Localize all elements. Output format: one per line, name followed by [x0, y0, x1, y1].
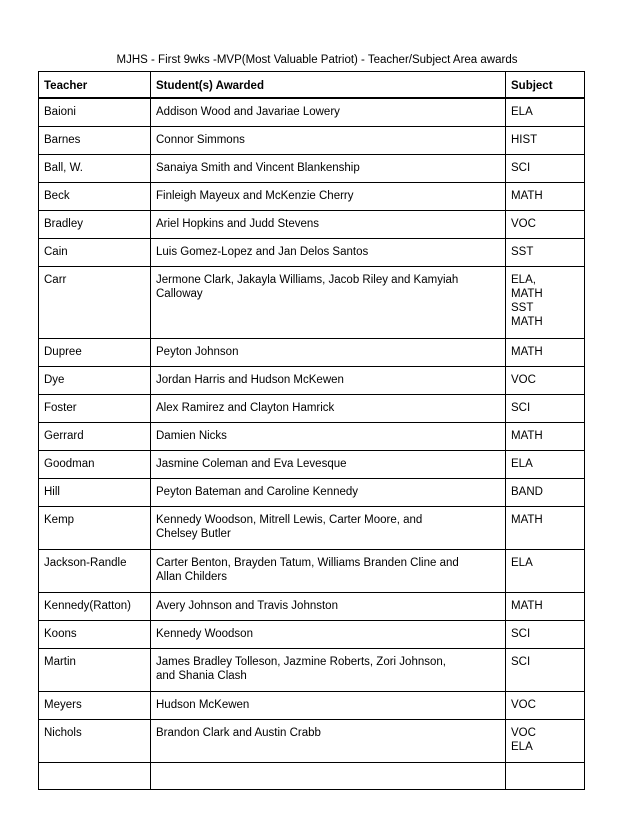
subject-cell: MATH [506, 182, 585, 210]
table-row [39, 366, 585, 394]
header-students: Student(s) Awarded [151, 72, 506, 99]
table-row [39, 210, 585, 238]
students-cell: Damien Nicks [151, 422, 506, 450]
teacher-cell: Nichols [39, 719, 151, 762]
table-row [39, 154, 585, 182]
students-cell: Luis Gomez-Lopez and Jan Delos Santos [151, 238, 506, 266]
teacher-cell: Dupree [39, 338, 151, 366]
teacher-cell: Gerrard [39, 422, 151, 450]
students-cell: Alex Ramirez and Clayton Hamrick [151, 394, 506, 422]
table-row [39, 182, 585, 210]
subject-cell: ELA, MATH SST MATH [506, 266, 585, 338]
table-row [39, 506, 585, 549]
teacher-cell: Carr [39, 266, 151, 338]
table-row [39, 338, 585, 366]
students-cell: Brandon Clark and Austin Crabb [151, 719, 506, 762]
awards-table [38, 71, 585, 790]
table-row [39, 648, 585, 691]
subject-cell: ELA [506, 98, 585, 126]
table-row [39, 620, 585, 648]
teacher-cell: Bradley [39, 210, 151, 238]
teacher-cell: Ball, W. [39, 154, 151, 182]
table-row [39, 478, 585, 506]
subject-cell: HIST [506, 126, 585, 154]
header-subject: Subject [506, 72, 585, 99]
students-cell [151, 762, 506, 789]
subject-cell: SCI [506, 620, 585, 648]
table-row [39, 719, 585, 762]
teacher-cell: Koons [39, 620, 151, 648]
table-row [39, 266, 585, 338]
teacher-cell: Cain [39, 238, 151, 266]
subject-cell: SCI [506, 648, 585, 691]
subject-cell: BAND [506, 478, 585, 506]
teacher-cell [39, 762, 151, 789]
teacher-cell: Beck [39, 182, 151, 210]
subject-cell: VOC [506, 210, 585, 238]
header-teacher: Teacher [39, 72, 151, 99]
students-cell: Carter Benton, Brayden Tatum, Williams Branden Cline and Allan Childers [151, 549, 506, 592]
subject-cell: MATH [506, 506, 585, 549]
table-row [39, 762, 585, 789]
subject-cell: SST [506, 238, 585, 266]
students-cell: James Bradley Tolleson, Jazmine Roberts, Zori Johnson, and Shania Clash [151, 648, 506, 691]
subject-cell: MATH [506, 422, 585, 450]
table-row [39, 126, 585, 154]
teacher-cell: Foster [39, 394, 151, 422]
table-row [39, 549, 585, 592]
students-cell: Connor Simmons [151, 126, 506, 154]
students-cell: Ariel Hopkins and Judd Stevens [151, 210, 506, 238]
teacher-cell: Martin [39, 648, 151, 691]
teacher-cell: Kennedy(Ratton) [39, 592, 151, 620]
students-cell: Addison Wood and Javariae Lowery [151, 98, 506, 126]
teacher-cell: Meyers [39, 691, 151, 719]
subject-cell: ELA [506, 549, 585, 592]
subject-cell: MATH [506, 592, 585, 620]
teacher-cell: Jackson-Randle [39, 549, 151, 592]
table-header-row [39, 72, 585, 99]
table-row [39, 422, 585, 450]
students-cell: Jordan Harris and Hudson McKewen [151, 366, 506, 394]
teacher-cell: Baioni [39, 98, 151, 126]
teacher-cell: Kemp [39, 506, 151, 549]
students-cell: Kennedy Woodson, Mitrell Lewis, Carter Moore, and Chelsey Butler [151, 506, 506, 549]
students-cell: Avery Johnson and Travis Johnston [151, 592, 506, 620]
students-cell: Jasmine Coleman and Eva Levesque [151, 450, 506, 478]
table-row [39, 238, 585, 266]
table-row [39, 98, 585, 126]
subject-cell [506, 762, 585, 789]
students-cell: Kennedy Woodson [151, 620, 506, 648]
students-cell: Jermone Clark, Jakayla Williams, Jacob Riley and Kamyiah Calloway [151, 266, 506, 338]
table-row [39, 394, 585, 422]
table-row [39, 592, 585, 620]
teacher-cell: Barnes [39, 126, 151, 154]
subject-cell: SCI [506, 154, 585, 182]
subject-cell: VOC ELA [506, 719, 585, 762]
subject-cell: MATH [506, 338, 585, 366]
students-cell: Peyton Bateman and Caroline Kennedy [151, 478, 506, 506]
teacher-cell: Hill [39, 478, 151, 506]
teacher-cell: Dye [39, 366, 151, 394]
subject-cell: VOC [506, 366, 585, 394]
subject-cell: SCI [506, 394, 585, 422]
students-cell: Peyton Johnson [151, 338, 506, 366]
students-cell: Hudson McKewen [151, 691, 506, 719]
students-cell: Finleigh Mayeux and McKenzie Cherry [151, 182, 506, 210]
subject-cell: VOC [506, 691, 585, 719]
subject-cell: ELA [506, 450, 585, 478]
table-row [39, 450, 585, 478]
teacher-cell: Goodman [39, 450, 151, 478]
students-cell: Sanaiya Smith and Vincent Blankenship [151, 154, 506, 182]
table-row [39, 691, 585, 719]
document-title: MJHS - First 9wks -MVP(Most Valuable Patriot) - Teacher/Subject Area awards [116, 54, 518, 66]
